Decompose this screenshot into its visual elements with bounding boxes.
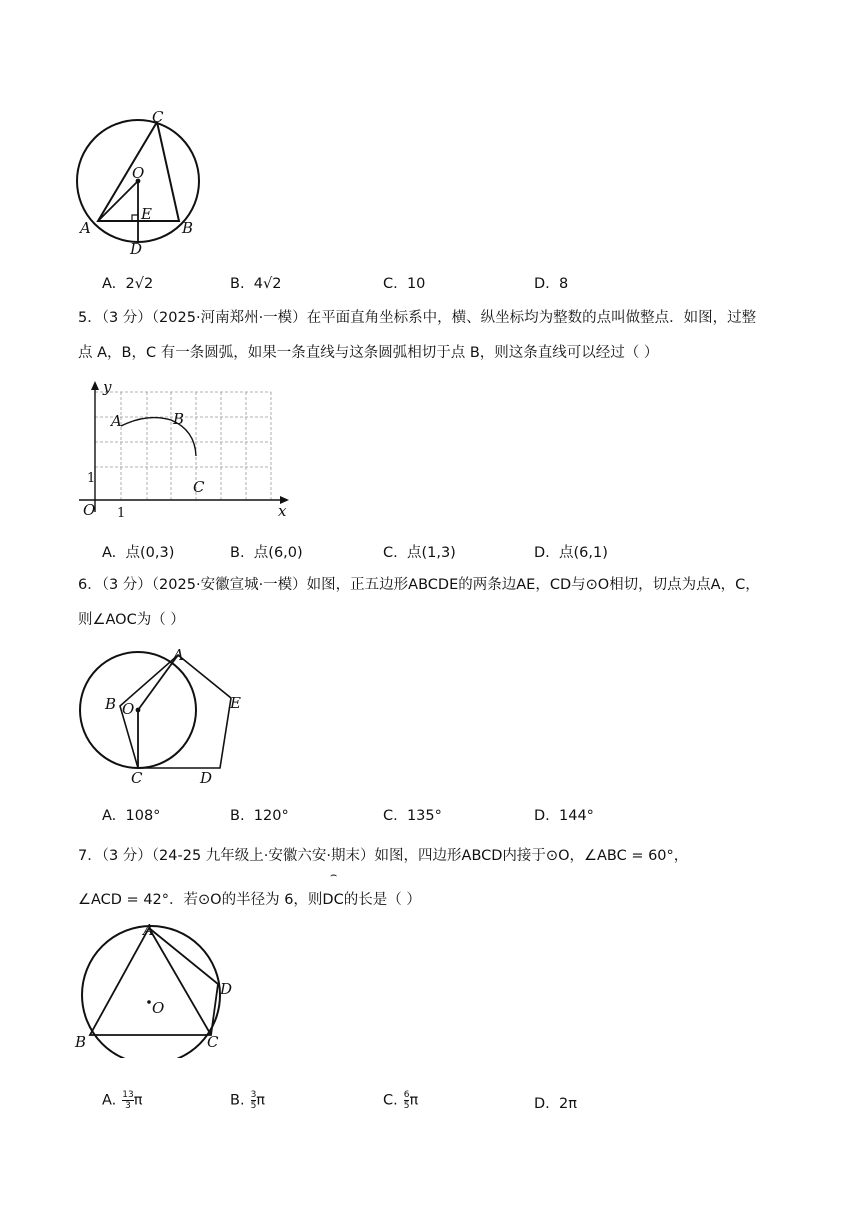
q5-arc — [121, 418, 196, 456]
q6-stem-line1: 6．（3 分）（2025·安徽宣城·一模）如图，正五边形ABCDE的两条边AE，CD与⊙O相切，切点为点A，C， — [78, 577, 760, 593]
q4-label-c: C — [152, 108, 164, 126]
q5-stem — [78, 301, 798, 371]
q5-label-c: C — [193, 478, 205, 496]
q5-option-b[interactable]: B. 点(6,0) — [230, 545, 303, 561]
q6-stem — [78, 568, 798, 638]
q4-option-b[interactable]: B. 4√2 — [230, 276, 282, 292]
q6-label-a: A — [173, 646, 184, 664]
q5-stem-line1: 5．（3 分）（2025·河南郑州·一模）在平面直角坐标系中，横、纵坐标均为整数的点叫做整点．如图，过整 — [78, 310, 757, 326]
q5-label-y: y — [103, 378, 112, 396]
q7-option-b[interactable]: B. $\frac{3}{5}$ π — [230, 1090, 266, 1111]
q4-option-d[interactable]: D. 8 — [534, 276, 569, 292]
q4-option-a[interactable]: A. 2√2 — [102, 276, 154, 292]
q7-option-d[interactable]: D. 2π — [534, 1096, 577, 1112]
q7-label-c: C — [207, 1033, 219, 1051]
q7-option-b-fraction: $\frac{3}{5}$ — [250, 1090, 257, 1111]
q7-label-d: D — [220, 980, 233, 998]
q6-label-e: E — [230, 694, 241, 712]
q7-arc-mark: ⌢ — [330, 868, 338, 881]
q4-circle-figure — [70, 105, 210, 260]
q5-option-a[interactable]: A. 点(0,3) — [102, 545, 175, 561]
q7-stem — [78, 834, 798, 922]
q5-y-arrow — [91, 381, 99, 390]
q4-label-a: A — [80, 219, 91, 237]
q5-stem-line2: 点 A，B，C 有一条圆弧，如果一条直线与这条圆弧相切于点 B，则这条直线可以经过（ ） — [78, 345, 659, 361]
q7-ac — [149, 928, 211, 1035]
q4-option-c[interactable]: C. 10 — [383, 276, 426, 292]
q6-pentagon-figure — [72, 642, 262, 787]
q6-option-b[interactable]: B. 120° — [230, 808, 289, 824]
q6-label-d: D — [200, 769, 213, 787]
q4-label-d: D — [130, 240, 143, 258]
q7-option-c[interactable]: C. $\frac{6}{5}$ π — [383, 1090, 419, 1111]
q6-oa — [138, 655, 178, 710]
q6-option-d[interactable]: D. 144° — [534, 808, 594, 824]
q7-label-a: A — [143, 921, 154, 939]
q6-label-o: O — [122, 700, 135, 718]
q5-coordinate-figure — [75, 378, 300, 528]
q6-label-b: B — [105, 695, 117, 713]
q7-option-c-fraction: $\frac{6}{5}$ — [403, 1090, 410, 1111]
q6-label-c: C — [131, 769, 143, 787]
q7-stem-line2: ∠ACD = 42°．若⊙O的半径为 6，则DC的长是（ ） — [78, 892, 421, 908]
q7-option-a[interactable]: A. $\frac{13}{3}$ π — [102, 1090, 143, 1111]
q7-inscribed-figure — [70, 918, 245, 1058]
q5-label-one-x: 1 — [117, 506, 126, 521]
q5-option-d[interactable]: D. 点(6,1) — [534, 545, 608, 561]
q5-label-one-y: 1 — [87, 471, 96, 486]
q6-option-c[interactable]: C. 135° — [383, 808, 442, 824]
q4-label-b: B — [182, 219, 194, 237]
q7-option-a-fraction: $\frac{13}{3}$ — [122, 1090, 134, 1111]
q5-option-c[interactable]: C. 点(1,3) — [383, 545, 456, 561]
q5-grid — [95, 392, 271, 500]
q6-stem-line2: 则∠AOC为（ ） — [78, 612, 185, 628]
q5-label-x: x — [278, 502, 287, 520]
q4-label-e: E — [141, 205, 152, 223]
q7-label-o: O — [152, 999, 165, 1017]
q6-center-dot — [136, 708, 141, 713]
q7-stem-line1: 7．（3 分）（24-25 九年级上·安徽六安·期末）如图，四边形ABCD内接于⊙O，∠ABC = 60°， — [78, 848, 689, 864]
q7-center-dot — [147, 1000, 151, 1004]
q7-label-b: B — [75, 1033, 87, 1051]
q5-label-a: A — [111, 412, 122, 430]
q5-label-o: O — [83, 501, 96, 519]
q4-label-o: O — [132, 164, 145, 182]
q5-label-b: B — [173, 410, 185, 428]
q6-option-a[interactable]: A. 108° — [102, 808, 161, 824]
q7-circle — [82, 926, 220, 1058]
